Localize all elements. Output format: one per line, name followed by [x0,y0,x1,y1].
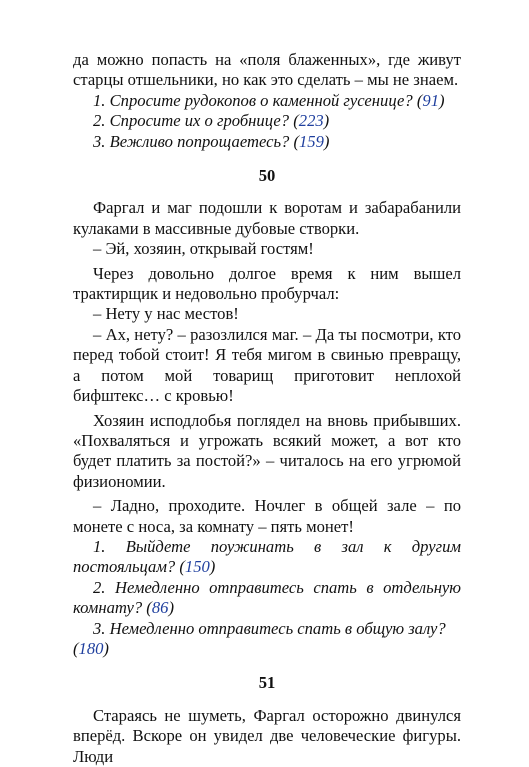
link-223[interactable]: 223 [298,111,324,131]
paragraph: – Ах, нету? – разозлился маг. – Да ты посмотри, кто перед тобой стоит! Я тебя мигом в свинью превращу, а потом мой товарищ приготовит неплохой бифштекс… с кровью! [73,324,461,406]
option-obshchaya-zala[interactable]: 3. Немедленно отправитесь спать в общую залу? (180) [73,618,446,658]
section-number-51: 51 [258,673,276,693]
link-159[interactable]: 159 [299,131,324,151]
link-180[interactable]: 180 [78,638,104,658]
link-150[interactable]: 150 [184,557,210,577]
option-grobnica[interactable]: 2. Спросите их о гробнице? (223) [93,111,330,131]
paragraph: – Ладно, проходите. Ночлег в общей зале – по монете с носа, за комнату – пять монет! [73,496,461,536]
section-number-50: 50 [258,166,276,186]
option-otdelnaya-komnata[interactable]: 2. Немедленно отправитесь спать в отдельную комнату? (86) [73,577,461,618]
paragraph: Стараясь не шуметь, Фаргал осторожно двинулся вперёд. Вскоре он увидел две человеческие фигуры. Люди [73,705,461,766]
option-proshchanie[interactable]: 3. Вежливо попрощаетесь? (159) [93,131,330,151]
intro-paragraph: да можно попасть на «поля блаженных», где живут старцы отшельники, но как это сделать – мы не знаем. [73,50,461,90]
option-rudokopy[interactable]: 1. Спросите рудокопов о каменной гусенице? (91) [93,90,445,110]
paragraph: Через довольно долгое время к ним вышел трактирщик и недовольно пробурчал: [73,263,461,304]
paragraph: Фаргал и маг подошли к воротам и забарабанили кулаками в массивные дубовые створки. [73,198,461,238]
paragraph: Хозяин исподлобья поглядел на вновь прибывших. «Похваляться и угрожать всякий может, а вот кто будет платить за постой?» – читалось на его угрюмой физиономии. [73,410,461,491]
paragraph: – Нету у нас местов! [93,304,239,324]
link-91[interactable]: 91 [422,90,439,110]
option-uzhin[interactable]: 1. Выйдете поужинать в зал к другим постояльцам? (150) [73,536,461,577]
link-86[interactable]: 86 [151,598,169,618]
paragraph: – Эй, хозяин, открывай гостям! [93,239,314,259]
